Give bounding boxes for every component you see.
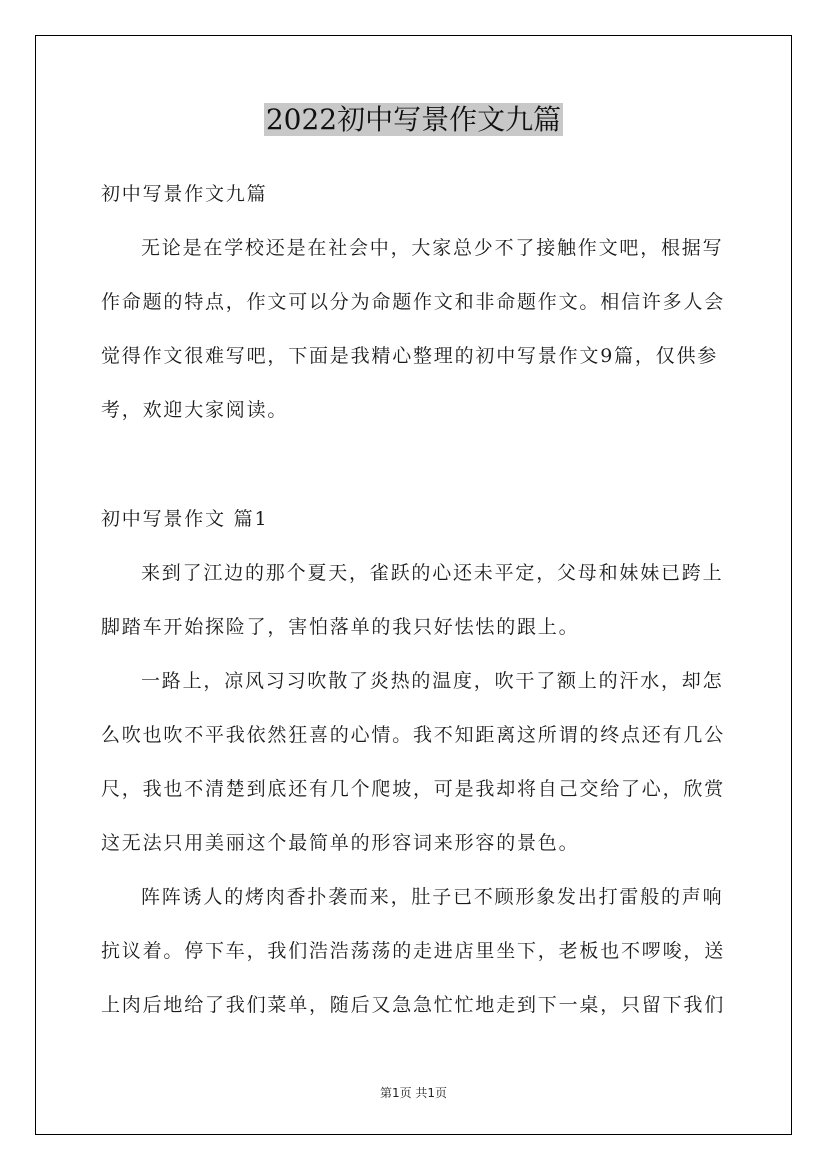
body-line-3: 一路上，凉风习习吹散了炎热的温度，吹干了额上的汗水，却怎 [141,670,724,692]
document-title [0,100,827,140]
intro-line-2: 作命题的特点，作文可以分为命题作文和非命题作文。相信许多人会 [101,291,726,313]
body-line-8: 抗议着。停下车，我们浩浩荡荡的走进店里坐下，老板也不啰唆，送 [101,940,726,962]
intro-line-4: 考，欢迎大家阅读。 [101,399,289,421]
doc-heading: 初中写景作文九篇 [101,183,268,205]
body-line-6: 这无法只用美丽这个最简单的形容词来形容的景色。 [101,832,580,854]
page-footer: 第1页 共1页 [379,1086,448,1100]
body-line-5: 尺，我也不清楚到底还有几个爬坡，可是我却将自己交给了心，欣赏 [101,778,726,800]
section-heading: 初中写景作文 篇1 [101,508,269,530]
body-line-1: 来到了江边的那个夏天，雀跃的心还未平定，父母和妹妹已跨上 [141,562,724,584]
body-line-2: 脚踏车开始探险了，害怕落单的我只好怯怯的跟上。 [101,616,580,638]
body-line-9: 上肉后地给了我们菜单，随后又急急忙忙地走到下一桌，只留下我们 [101,994,726,1016]
intro-line-3: 觉得作文很难写吧，下面是我精心整理的初中写景作文9篇，仅供参 [101,345,719,367]
body-line-4: 么吹也吹不平我依然狂喜的心情。我不知距离这所谓的终点还有几公 [101,724,726,746]
title-text: 2022初中写景作文九篇 [265,103,562,136]
body-line-7: 阵阵诱人的烤肉香扑袭而来，肚子已不顾形象发出打雷般的声响 [141,886,724,908]
intro-line-1: 无论是在学校还是在社会中，大家总少不了接触作文吧，根据写 [141,237,724,259]
